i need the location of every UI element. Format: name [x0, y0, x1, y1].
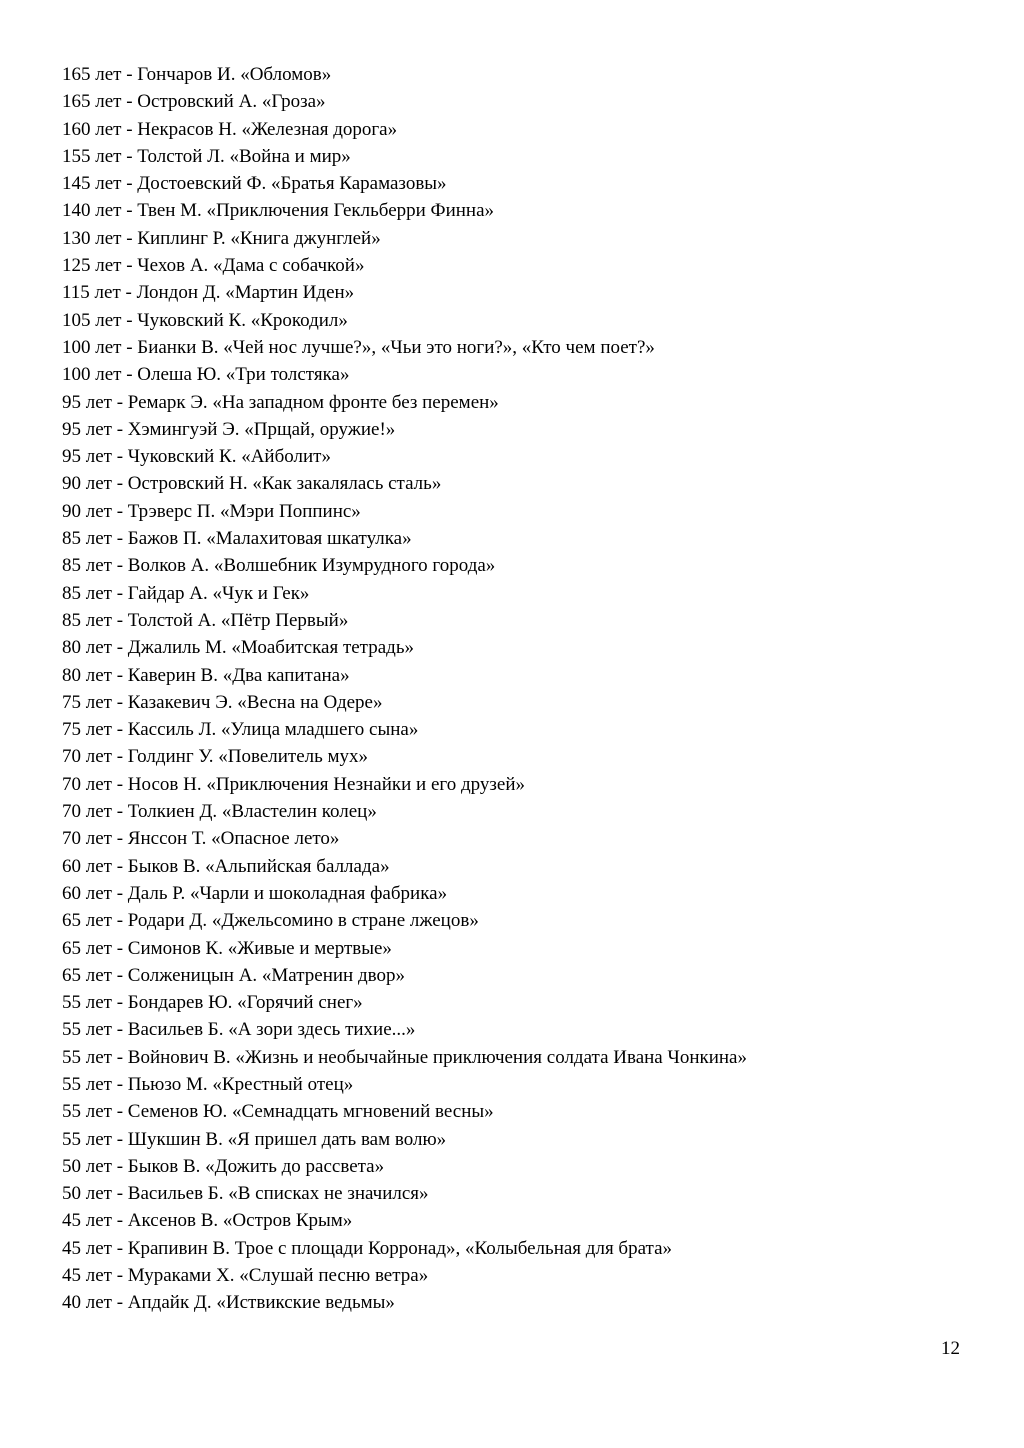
list-item: 65 лет - Симонов К. «Живые и мертвые»: [62, 937, 392, 959]
list-item: 145 лет - Достоевский Ф. «Братья Карамазовы»: [62, 173, 447, 195]
list-item: 95 лет - Ремарк Э. «На западном фронте без перемен»: [62, 391, 499, 413]
list-item: 55 лет - Шукшин В. «Я пришел дать вам волю»: [62, 1128, 447, 1150]
list-item: 90 лет - Трэверс П. «Мэри Поппинс»: [62, 500, 361, 522]
list-item: 165 лет - Островский А. «Гроза»: [62, 91, 326, 113]
list-item: 85 лет - Бажов П. «Малахитовая шкатулка»: [62, 528, 412, 550]
list-item: 50 лет - Васильев Б. «В списках не значился»: [62, 1183, 429, 1205]
page-number: 12: [941, 1338, 960, 1359]
list-item: 80 лет - Джалиль М. «Моабитская тетрадь»: [62, 637, 414, 659]
list-item: 40 лет - Апдайк Д. «Иствикские ведьмы»: [62, 1292, 395, 1314]
list-item: 130 лет - Киплинг Р. «Книга джунглей»: [62, 227, 381, 249]
list-item: 90 лет - Островский Н. «Как закалялась сталь»: [62, 473, 442, 495]
list-item: 140 лет - Твен М. «Приключения Гекльберри Финна»: [62, 200, 495, 222]
list-item: 95 лет - Хэмингуэй Э. «Прщай, оружие!»: [62, 418, 396, 440]
anniversary-books-list: [62, 61, 747, 1317]
list-item: 70 лет - Толкиен Д. «Властелин колец»: [62, 801, 377, 823]
list-item: 45 лет - Крапивин В. Трое с площади Корронад», «Колыбельная для брата»: [62, 1237, 673, 1259]
list-item: 65 лет - Солженицын А. «Матренин двор»: [62, 964, 405, 986]
list-item: 160 лет - Некрасов Н. «Железная дорога»: [62, 118, 398, 140]
list-item: 75 лет - Кассиль Л. «Улица младшего сына»: [62, 719, 419, 741]
list-item: 60 лет - Быков В. «Альпийская баллада»: [62, 855, 390, 877]
list-item: 85 лет - Волков А. «Волшебник Изумрудного города»: [62, 555, 496, 577]
list-item: 105 лет - Чуковский К. «Крокодил»: [62, 309, 348, 331]
list-item: 55 лет - Васильев Б. «А зори здесь тихие...»: [62, 1019, 416, 1041]
list-item: 50 лет - Быков В. «Дожить до рассвета»: [62, 1155, 385, 1177]
list-item: 75 лет - Казакевич Э. «Весна на Одере»: [62, 691, 383, 713]
list-item: 100 лет - Олеша Ю. «Три толстяка»: [62, 364, 350, 386]
list-item: 125 лет - Чехов А. «Дама с собачкой»: [62, 255, 365, 277]
list-item: 85 лет - Гайдар А. «Чук и Гек»: [62, 582, 310, 604]
list-item: 55 лет - Войнович В. «Жизнь и необычайные приключения солдата Ивана Чонкина»: [62, 1046, 747, 1068]
list-item: 55 лет - Пьюзо М. «Крестный отец»: [62, 1073, 354, 1095]
list-item: 80 лет - Каверин В. «Два капитана»: [62, 664, 350, 686]
list-item: 85 лет - Толстой А. «Пётр Первый»: [62, 609, 349, 631]
list-item: 70 лет - Носов Н. «Приключения Незнайки и его друзей»: [62, 773, 526, 795]
list-item: 45 лет - Аксенов В. «Остров Крым»: [62, 1210, 353, 1232]
list-item: 70 лет - Янссон Т. «Опасное лето»: [62, 828, 340, 850]
list-item: 55 лет - Бондарев Ю. «Горячий снег»: [62, 992, 363, 1014]
list-item: 65 лет - Родари Д. «Джельсомино в стране лжецов»: [62, 910, 479, 932]
list-item: 165 лет - Гончаров И. «Обломов»: [62, 64, 332, 85]
list-item: 45 лет - Мураками Х. «Слушай песню ветра»: [62, 1265, 429, 1287]
list-item: 55 лет - Семенов Ю. «Семнадцать мгновений весны»: [62, 1101, 494, 1123]
list-item: 155 лет - Толстой Л. «Война и мир»: [62, 145, 351, 167]
list-item: 115 лет - Лондон Д. «Мартин Иден»: [62, 282, 355, 304]
list-item: 60 лет - Даль Р. «Чарли и шоколадная фабрика»: [62, 882, 448, 904]
list-item: 100 лет - Бианки В. «Чей нос лучше?», «Чьи это ноги?», «Кто чем поет?»: [62, 336, 655, 358]
list-item: 70 лет - Голдинг У. «Повелитель мух»: [62, 746, 369, 768]
list-item: 95 лет - Чуковский К. «Айболит»: [62, 446, 331, 468]
